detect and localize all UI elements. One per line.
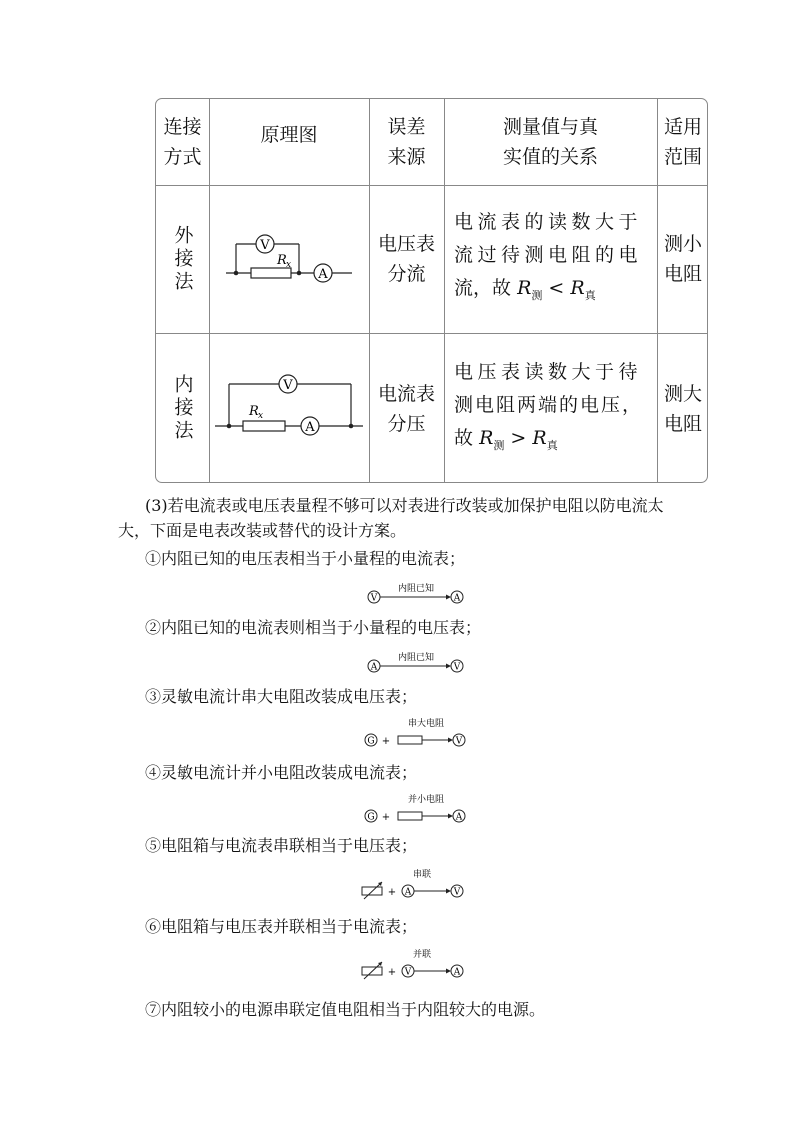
item-2-text: ②内阻已知的电流表则相当于小量程的电压表；: [145, 618, 482, 637]
header-relation: [444, 99, 657, 185]
svg-text:A: A: [453, 593, 461, 604]
comparison-sign: <: [548, 277, 565, 300]
header-text: 方式: [163, 146, 202, 168]
subscript: 测: [531, 288, 543, 302]
subscript: 测: [493, 438, 505, 452]
svg-text:G: G: [367, 812, 375, 823]
svg-text:x: x: [258, 410, 264, 421]
diagram-2: [366, 651, 466, 675]
svg-text:R: R: [249, 403, 259, 419]
circuit-internal: [209, 333, 369, 483]
symbol-r: R: [479, 426, 494, 449]
item-5-text: ⑤电阻箱与电流表串联相当于电压表；: [145, 836, 418, 855]
cell-text: 测电阻两端的电压，: [454, 393, 644, 416]
svg-text:A: A: [370, 662, 378, 673]
relation-external: [444, 185, 657, 333]
header-text: 实值的关系: [502, 146, 598, 168]
cell-text: 流过待测电阻的电: [454, 244, 643, 267]
diagram-5: [360, 866, 468, 906]
subscript: 真: [546, 438, 558, 452]
resistor-shape: [251, 268, 291, 278]
svg-text:A: A: [453, 967, 461, 978]
header-text: 来源: [387, 146, 426, 168]
header-text: 适用: [663, 116, 702, 138]
item-7-text: ⑦内阻较小的电源串联定值电阻相当于内阻较大的电源。: [145, 1000, 546, 1019]
svg-text:V: V: [370, 593, 378, 604]
cell-text: 电流表: [377, 382, 435, 405]
header-connection: [156, 99, 209, 185]
cell-text: 电压表: [377, 233, 435, 255]
header-text: 原理图: [260, 124, 318, 146]
svg-text:A: A: [305, 419, 315, 435]
cell-text: 分压: [387, 412, 426, 435]
method-label: 外接法: [171, 224, 194, 294]
item-6-text: ⑥电阻箱与电压表并联相当于电流表；: [145, 917, 418, 936]
applicable-internal: [657, 333, 708, 483]
external-circuit-diagram: [214, 219, 364, 299]
header-text: 测量值与真: [502, 116, 598, 138]
svg-text:并联: 并联: [412, 950, 432, 960]
header-text: 范围: [663, 146, 702, 168]
method-external: [156, 185, 209, 333]
symbol-r: R: [570, 277, 585, 300]
diagram-3: [362, 716, 468, 750]
subscript: 真: [584, 288, 596, 302]
diagram-6: [360, 946, 468, 986]
header-applicable: [657, 99, 708, 185]
circuit-external: [209, 185, 369, 333]
item-3-text: ③灵敏电流计串大电阻改装成电压表；: [145, 687, 418, 706]
svg-text:x: x: [286, 260, 292, 270]
relation-formula: [454, 272, 596, 312]
svg-text:+: +: [381, 736, 391, 747]
svg-text:V: V: [404, 967, 412, 978]
cell-text: 电阻: [663, 412, 702, 435]
relation-formula: [454, 422, 558, 462]
svg-text:+: +: [381, 812, 391, 823]
comparison-sign: >: [510, 426, 527, 449]
svg-text:内阻已知: 内阻已知: [397, 584, 435, 594]
svg-text:V: V: [453, 662, 461, 673]
intro-line-2: 大，下面是电表改装或替代的设计方案。: [118, 521, 407, 540]
resistor-shape: [243, 421, 285, 431]
method-internal: [156, 333, 209, 483]
svg-text:V: V: [455, 736, 463, 747]
cell-text: 故: [454, 426, 474, 449]
cell-text: 分流: [387, 263, 426, 285]
cell-text: 流，故: [454, 277, 512, 300]
header-principle: [209, 99, 369, 185]
cell-text: 电压表读数大于待: [454, 360, 643, 383]
internal-circuit-diagram: [211, 364, 367, 454]
svg-text:V: V: [453, 887, 461, 898]
svg-text:串大电阻: 串大电阻: [407, 719, 445, 729]
item-1-text: ①内阻已知的电压表相当于小量程的电流表；: [145, 549, 466, 568]
item-4-text: ④灵敏电流计并小电阻改装成电流表；: [145, 763, 418, 782]
comparison-table: [155, 98, 708, 483]
header-text: 连接: [163, 116, 202, 138]
cell-text: 测小: [663, 233, 702, 255]
intro-line-1: (3)若电流表或电压表量程不够可以对表进行改装或加保护电阻以防电流太: [145, 496, 664, 515]
svg-text:G: G: [367, 736, 375, 747]
diagram-1: [366, 582, 466, 606]
svg-text:A: A: [404, 887, 412, 898]
cell-text: 电流表的读数大于: [454, 211, 643, 234]
svg-text:V: V: [283, 377, 293, 393]
header-error-source: [369, 99, 444, 185]
svg-text:A: A: [318, 267, 328, 282]
symbol-r: R: [532, 426, 547, 449]
svg-text:A: A: [455, 812, 463, 823]
relation-internal: [444, 333, 657, 483]
svg-text:R: R: [277, 253, 287, 268]
cell-text: 测大: [663, 382, 702, 405]
svg-text:+: +: [387, 967, 397, 978]
symbol-r: R: [517, 277, 532, 300]
error-source-internal: [369, 333, 444, 483]
error-source-external: [369, 185, 444, 333]
method-label: 内接法: [171, 374, 194, 443]
svg-text:并小电阻: 并小电阻: [407, 795, 445, 805]
svg-text:内阻已知: 内阻已知: [397, 653, 435, 663]
header-text: 误差: [387, 116, 426, 138]
svg-text:+: +: [387, 887, 397, 898]
svg-text:V: V: [260, 238, 270, 253]
diagram-4: [362, 792, 468, 826]
cell-text: 电阻: [663, 263, 702, 285]
svg-text:串联: 串联: [412, 870, 432, 880]
applicable-external: [657, 185, 708, 333]
